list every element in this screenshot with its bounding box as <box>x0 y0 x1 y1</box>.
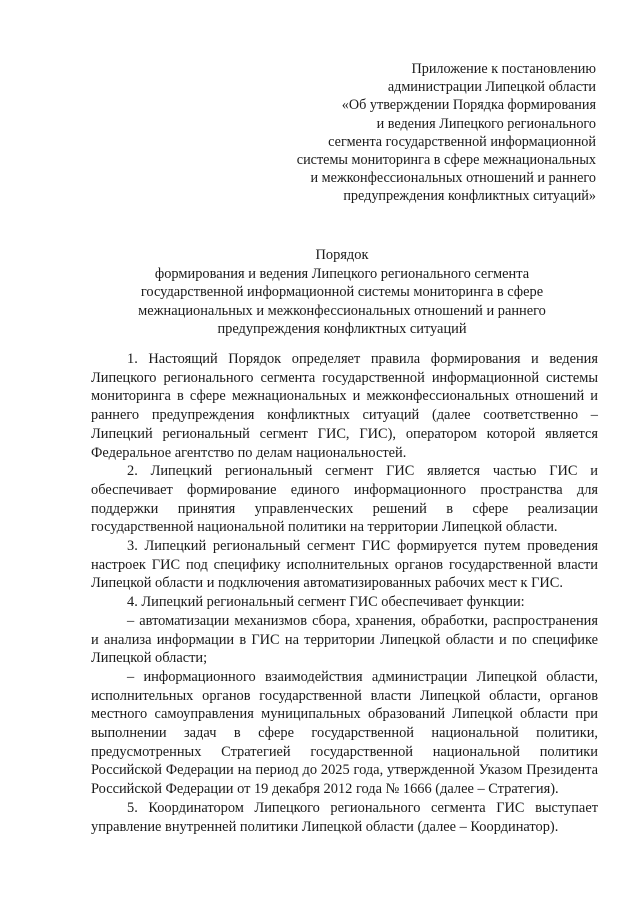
bullet-item-1: – автоматизации механизмов сбора, хранения, обработки, распространения и анализа информации в ГИС на территории Липецкой области и по специфике Липецкой области; <box>91 612 598 667</box>
title-line: межнациональных и межконфессиональных отношений и раннего <box>138 302 546 319</box>
appendix-line: системы мониторинга в сфере межнациональных <box>296 152 596 169</box>
appendix-line: и ведения Липецкого регионального <box>376 115 596 132</box>
appendix-line: администрации Липецкой области <box>387 79 596 96</box>
appendix-line: Приложение к постановлению <box>411 61 596 77</box>
bullet-item-2: – информационного взаимодействия администрации Липецкой области, исполнительных органов государственной власти Липецкой области, органов местного самоуправления муниципальных образований Липецкой области при выполнении задач в сфере государственной национальной политики, предусмотренных Стратегией государственной национальной политики Российской Федерации на период до 2025 года, утвержденной Указом Президента Российской Федерации от 19 декабря 2012 года № 1666 (далее – Стратегия). <box>91 668 598 798</box>
appendix-note <box>250 60 596 206</box>
paragraph-4: 4. Липецкий региональный сегмент ГИС обеспечивает функции: <box>127 594 525 611</box>
appendix-line: и межконфессиональных отношений и раннего <box>310 170 596 187</box>
title-line: предупреждения конфликтных ситуаций <box>217 321 467 338</box>
paragraph-3: 3. Липецкий региональный сегмент ГИС формируется путем проведения настроек ГИС под специфику исполнительных органов государственной власти Липецкой области и подключения автоматизированных рабочих мест к ГИС. <box>91 538 598 592</box>
paragraph-5: 5. Координатором Липецкого регионального сегмента ГИС выступает управление внутренней политики Липецкой области (далее – Координатор). <box>91 799 598 835</box>
appendix-line: «Об утверждении Порядка формирования <box>341 97 596 114</box>
appendix-line: сегмента государственной информационной <box>328 133 596 150</box>
document-body <box>91 350 598 836</box>
document-title <box>92 246 592 339</box>
paragraph-1: 1. Настоящий Порядок определяет правила формирования и ведения Липецкого регионального сегмента государственной информационной системы мониторинга в сфере межнациональных и межконфессиональных отношений и раннего предупреждения конфликтных ситуаций (далее соответственно – Липецкий региональный сегмент ГИС, ГИС), оператором которой является Федеральное агентство по делам национальностей. <box>91 351 598 461</box>
title-line: государственной информационной системы мониторинга в сфере <box>140 284 544 301</box>
title-heading: Порядок <box>315 247 369 263</box>
appendix-line: предупреждения конфликтных ситуаций» <box>343 188 596 205</box>
paragraph-2: 2. Липецкий региональный сегмент ГИС является частью ГИС и обеспечивает формирование единого информационного пространства для поддержки принятия управленческих решений в сфере реализации государственной национальной политики на территории Липецкой области. <box>91 463 598 536</box>
title-line: формирования и ведения Липецкого регионального сегмента <box>154 265 530 282</box>
